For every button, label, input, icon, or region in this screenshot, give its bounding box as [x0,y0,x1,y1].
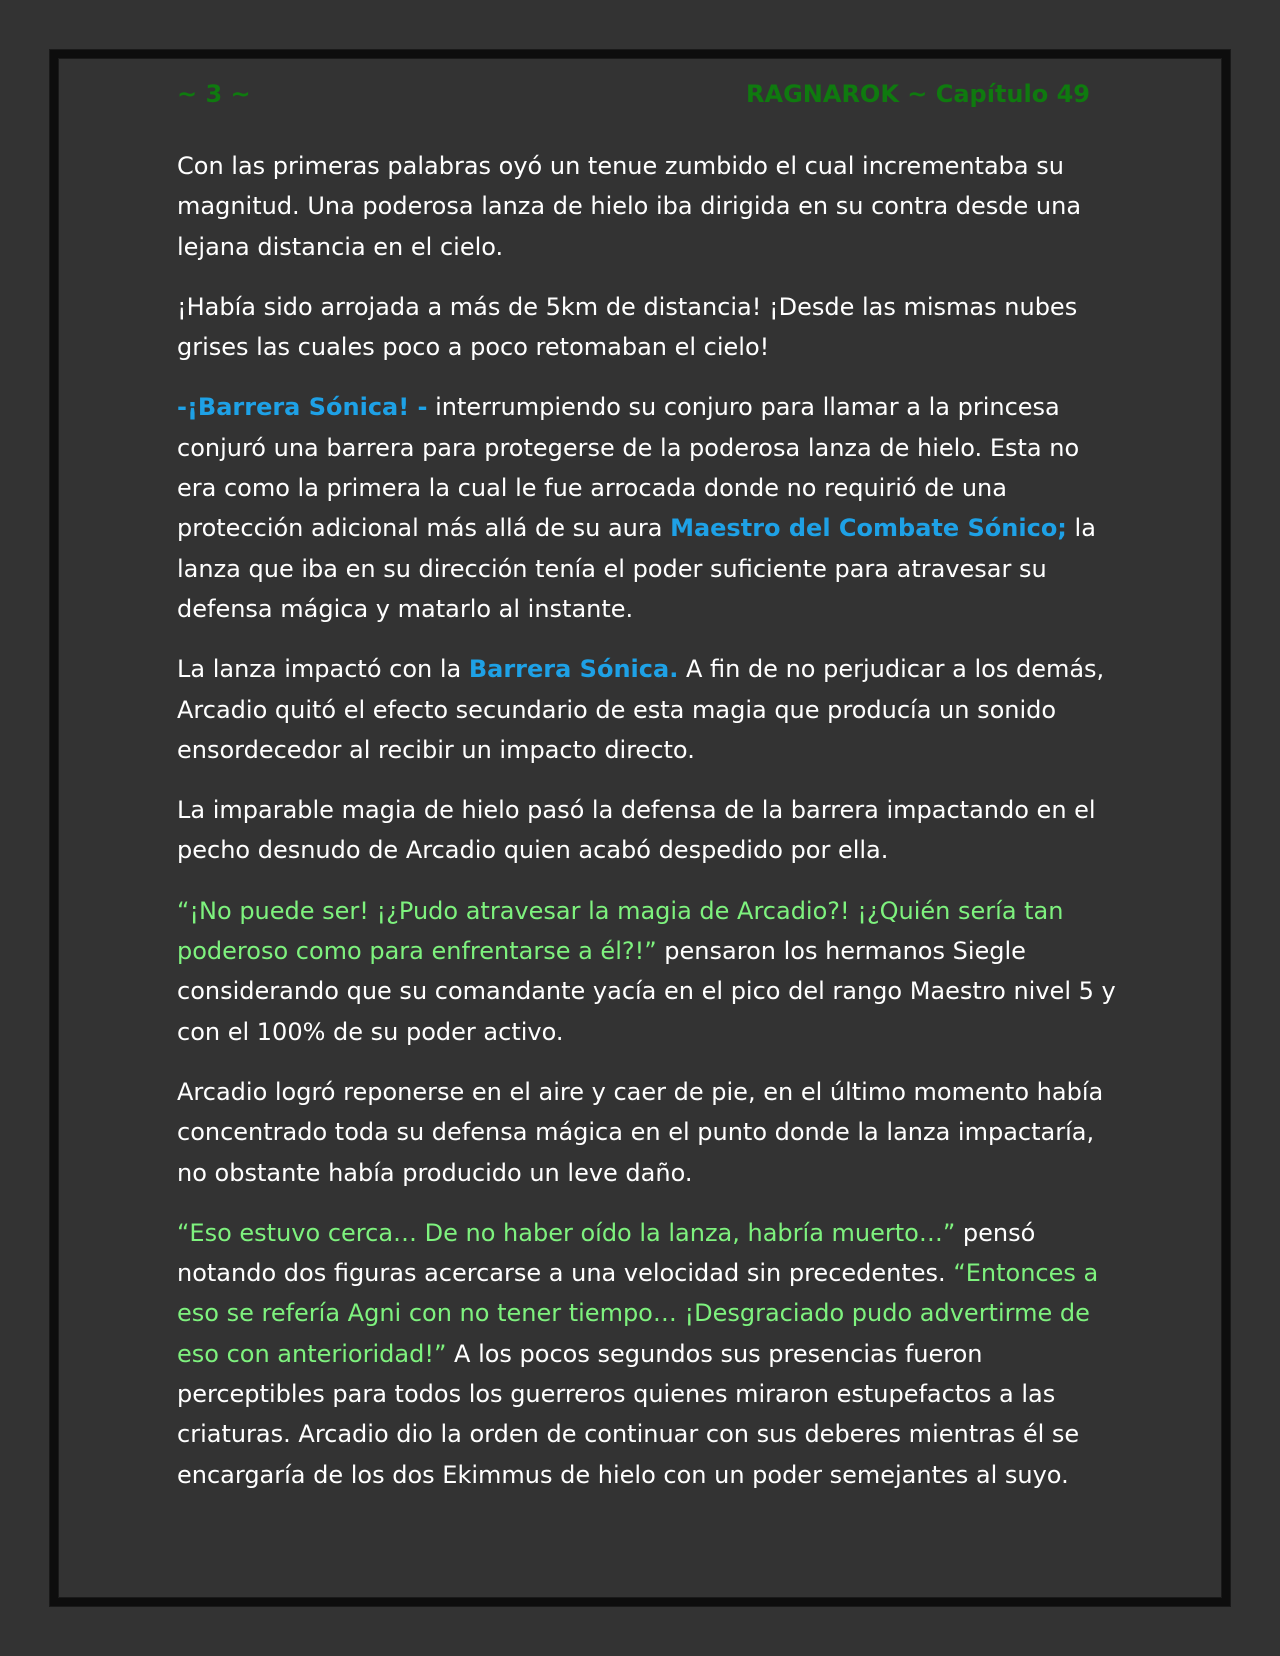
chapter-title: RAGNAROK ~ Capítulo 49 [746,80,1090,108]
page-body [177,146,1117,1515]
thought-text: “¡No puede ser! ¡¿Pudo atravesar la magia de Arcadio?! ¡¿Quién sería tan poderoso como para enfrentarse a él?!” [177,896,1064,966]
narration-text: la lanza que iba en su dirección tenía el poder suficiente para atravesar su defensa mágica y matarlo al instante. [177,514,1096,623]
narration-text: La imparable magia de hielo pasó la defensa de la barrera impactando en el pecho desnudo de Arcadio quien acabó despedido por ella. [177,796,1096,865]
narration-text: interrumpiendo su conjuro para llamar a la princesa conjuró una barrera para protegerse de la poderosa lanza de hielo. Esta no era como la primera la cual le fue arrocada donde no requirió de una protección adicional más allá de su aura [177,393,1080,543]
paragraph [177,891,1117,1052]
narration-text: ¡Había sido arrojada a más de 5km de distancia! ¡Desde las mismas nubes grises las cuales poco a poco retomaban el cielo! [177,292,1078,362]
page-header [177,76,1090,112]
paragraph [177,287,1117,368]
narration-text: Arcadio logró reponerse en el aire y caer de pie, en el último momento había concentrado toda su defensa mágica en el punto donde la lanza impactaría, no obstante había producido un leve daño. [177,1077,1104,1187]
paragraph [177,146,1117,267]
paragraph [177,1072,1117,1193]
thought-text: “Eso estuvo cerca… De no haber oído la lanza, habría muerto…” [177,1218,956,1247]
paragraph [177,387,1117,629]
paragraph [177,1213,1117,1495]
spell-name: -¡Barrera Sónica! - [177,393,428,422]
spell-name: Maestro del Combate Sónico; [670,514,1067,543]
thought-text: “Entonces a eso se refería Agni con no tener tiempo… ¡Desgraciado pudo advertirme de eso con anterioridad!” [177,1259,1099,1368]
narration-text: A los pocos segundos sus presencias fueron perceptibles para todos los guerreros quienes miraron estupefactos a las criaturas. Arcadio dio la orden de continuar con sus deberes mientras él se encargaría de los dos Ekimmus de hielo con un poder semejantes al suyo. [177,1339,1080,1489]
narration-text: La lanza impactó con la [177,655,469,684]
spell-name: Barrera Sónica. [468,655,679,684]
paragraph [177,649,1117,770]
narration-text: Con las primeras palabras oyó un tenue zumbido el cual incrementaba su magnitud. Una poderosa lanza de hielo iba dirigida en su contra desde una lejana distancia en el cielo. [177,152,1082,261]
paragraph [177,790,1117,871]
narration-text: pensó notando dos figuras acercarse a una velocidad sin precedentes. [177,1218,1036,1288]
narration-text: pensaron los hermanos Siegle considerando que su comandante yacía en el pico del rango Maestro nivel 5 y con el 100% de su poder activo. [177,937,1116,1046]
narration-text: A fin de no perjudicar a los demás, Arcadio quitó el efecto secundario de esta magia que producía un sonido ensordecedor al recibir un impacto directo. [177,655,1105,764]
page-number: ~ 3 ~ [177,80,251,108]
